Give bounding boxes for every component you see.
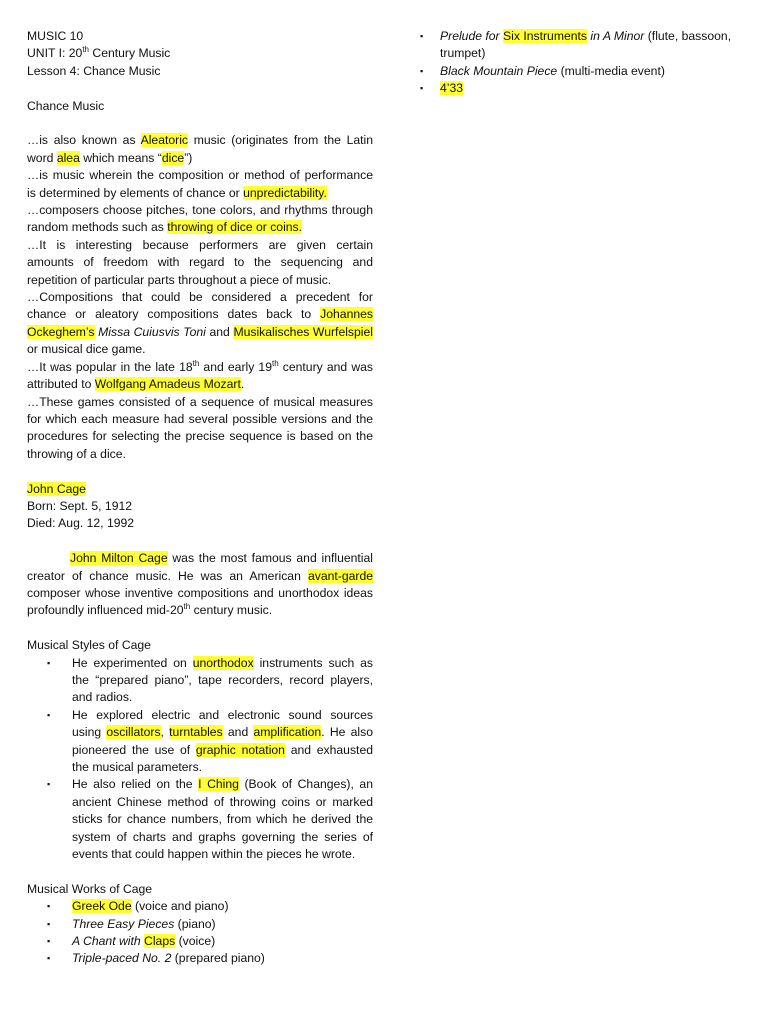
works-list-continued [420, 28, 750, 98]
unit-title: UNIT I: 20th Century Music [27, 45, 171, 61]
list-item: ▪ 4’33 [420, 80, 750, 97]
section-heading-chance-music: Chance Music [27, 98, 105, 113]
composer-born: Born: Sept. 5, 1912 [27, 498, 133, 513]
list-item: ▪ Prelude for Six Instruments in A Minor (flute, bassoon, trumpet) [420, 28, 750, 63]
paragraph-dice-games: …These games consisted of a sequence of musical measures for which each measure had several possible versions and the procedures for selecting the precise sequence is based on the throwing of a dice. [27, 394, 373, 461]
composer-name: John Cage [27, 481, 86, 496]
list-item: ▪ Black Mountain Piece (multi-media event) [420, 63, 750, 80]
paragraph-precedent: …Compositions that could be considered a precedent for chance or aleatory compositions dates back to Johannes Ockeghem’s Missa Cuiusvis Toni and Musikalisches Wurfelspiel or musical dice game. [27, 290, 373, 357]
composer-died: Died: Aug. 12, 1992 [27, 516, 135, 531]
list-item: ▪ Three Easy Pieces (piano) [27, 916, 373, 933]
works-list [27, 898, 373, 968]
list-item: ▪ Greek Ode (voice and piano) [27, 898, 373, 915]
paragraph-freedom: …It is interesting because performers are given certain amounts of freedom with regard to the sequencing and repetition of particular parts throughout a piece of music. [27, 237, 373, 287]
styles-list [27, 655, 373, 864]
section-heading-works: Musical Works of Cage [27, 881, 153, 896]
paragraph-aleatoric: …is also known as Aleatoric music (originates from the Latin word alea which means “dice”) [27, 133, 373, 165]
right-column [420, 28, 750, 98]
list-item: ▪ Triple-paced No. 2 (prepared piano) [27, 950, 373, 967]
lesson-title: Lesson 4: Chance Music [27, 63, 161, 78]
left-column [27, 28, 373, 968]
paragraph-biography: John Milton Cage was the most famous and influential creator of chance music. He was an American avant-garde composer whose inventive compositions and unorthodox ideas profoundly influenced mid-20th century music. [27, 551, 373, 618]
paragraph-popularity: …It was popular in the late 18th and early 19th century and was attributed to Wolfgang Amadeus Mozart. [27, 358, 373, 392]
paragraph-definition: …is music wherein the composition or method of performance is determined by elements of chance or unpredictability. [27, 168, 373, 200]
list-item: ▪ He also relied on the I Ching (Book of Changes), an ancient Chinese method of throwing coins or marked sticks for chance numbers, from which he derived the system of charts and graphs governing the series of events that could happen within the pieces he wrote. [27, 776, 373, 863]
paragraph-random-methods: …composers choose pitches, tone colors, and rhythms through random methods such as throwing of dice or coins. [27, 203, 373, 235]
section-heading-styles: Musical Styles of Cage [27, 638, 151, 653]
list-item: ▪ He explored electric and electronic sound sources using oscillators, turntables and amplification. He also pioneered the use of graphic notation and exhausted the musical parameters. [27, 707, 373, 777]
course-title: MUSIC 10 [27, 29, 84, 43]
list-item: ▪ A Chant with Claps (voice) [27, 933, 373, 950]
list-item: ▪ He experimented on unorthodox instruments such as the “prepared piano”, tape recorders, record players, and radios. [27, 655, 373, 707]
